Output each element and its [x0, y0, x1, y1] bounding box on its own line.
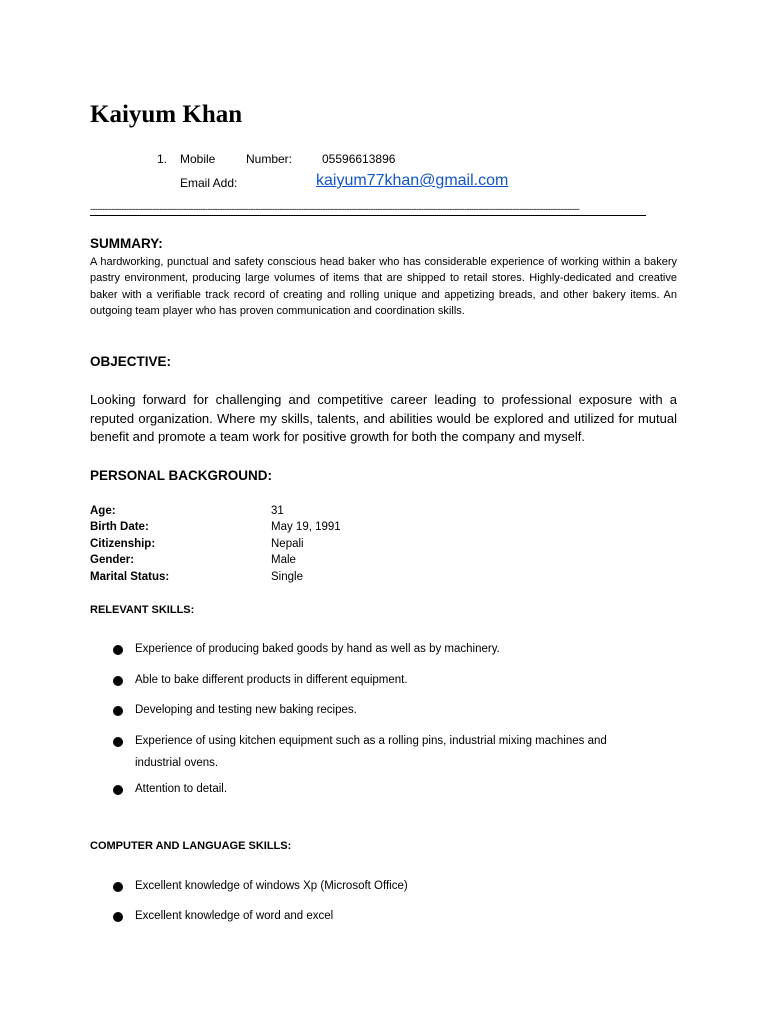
gender-value: Male — [271, 554, 296, 566]
email-label: Email Add: — [180, 176, 238, 190]
age-value: 31 — [271, 505, 284, 517]
header-divider-line — [90, 215, 646, 216]
relevant-skill-item: Attention to detail. — [135, 783, 228, 795]
age-label: Age: — [90, 505, 116, 517]
birth-date-value: May 19, 1991 — [271, 521, 341, 533]
relevant-skill-item: Developing and testing new baking recipes. — [135, 704, 357, 716]
bullet-icon — [113, 912, 123, 922]
bullet-icon — [113, 706, 123, 716]
bullet-icon — [113, 645, 123, 655]
relevant-skills-heading: RELEVANT SKILLS: — [90, 604, 195, 616]
citizenship-value: Nepali — [271, 538, 304, 550]
computer-skill-item: Excellent knowledge of word and excel — [135, 910, 334, 922]
summary-text: A hardworking, punctual and safety conscious head baker who has considerable experience of working within a bakery pastry environment, producing large volumes of items that are shipped to retail stores. Highly-dedicated and creative baker with a verifiable track record of creating and rolling unique and appetizing breads, and other bakery items. An outgoing team player who has proven communication and coordination skills. — [90, 256, 677, 318]
summary-heading: SUMMARY: — [90, 236, 163, 251]
gender-label: Gender: — [90, 554, 135, 566]
bullet-icon — [113, 737, 123, 747]
birth-date-label: Birth Date: — [90, 521, 149, 533]
personal-background-heading: PERSONAL BACKGROUND: — [90, 468, 273, 483]
relevant-skill-item: Experience of using kitchen equipment such as a rolling pins, industrial mixing machines and industrial ovens. — [135, 735, 607, 769]
marital-status-value: Single — [271, 571, 303, 583]
mobile-number-value: 05596613896 — [322, 152, 396, 166]
dashed-divider: ------------------------------------------------------------------------------------------------------------------------------------------------------------------------------------------------------------ — [90, 204, 580, 214]
bullet-icon — [113, 676, 123, 686]
citizenship-label: Citizenship: — [90, 538, 156, 550]
mobile-label: Mobile — [180, 152, 216, 166]
contact-list-number: 1. — [157, 152, 168, 166]
email-link[interactable]: kaiyum77khan@gmail.com — [316, 172, 509, 189]
computer-skill-item: Excellent knowledge of windows Xp (Microsoft Office) — [135, 880, 408, 892]
objective-heading: OBJECTIVE: — [90, 354, 172, 369]
relevant-skill-item: Able to bake different products in different equipment. — [135, 674, 408, 686]
bullet-icon — [113, 882, 123, 892]
objective-text: Looking forward for challenging and competitive career leading to professional exposure with a reputed organization. Where my skills, talents, and abilities would be explored and utilized for mutual benefit and promote a team work for positive growth for both the company and myself. — [90, 392, 677, 444]
marital-status-label: Marital Status: — [90, 571, 170, 583]
relevant-skill-item: Experience of producing baked goods by hand as well as by machinery. — [135, 643, 500, 655]
bullet-icon — [113, 785, 123, 795]
applicant-name: Kaiyum Khan — [90, 101, 243, 128]
computer-language-skills-heading: COMPUTER AND LANGUAGE SKILLS: — [90, 840, 292, 852]
number-label: Number: — [246, 152, 293, 166]
